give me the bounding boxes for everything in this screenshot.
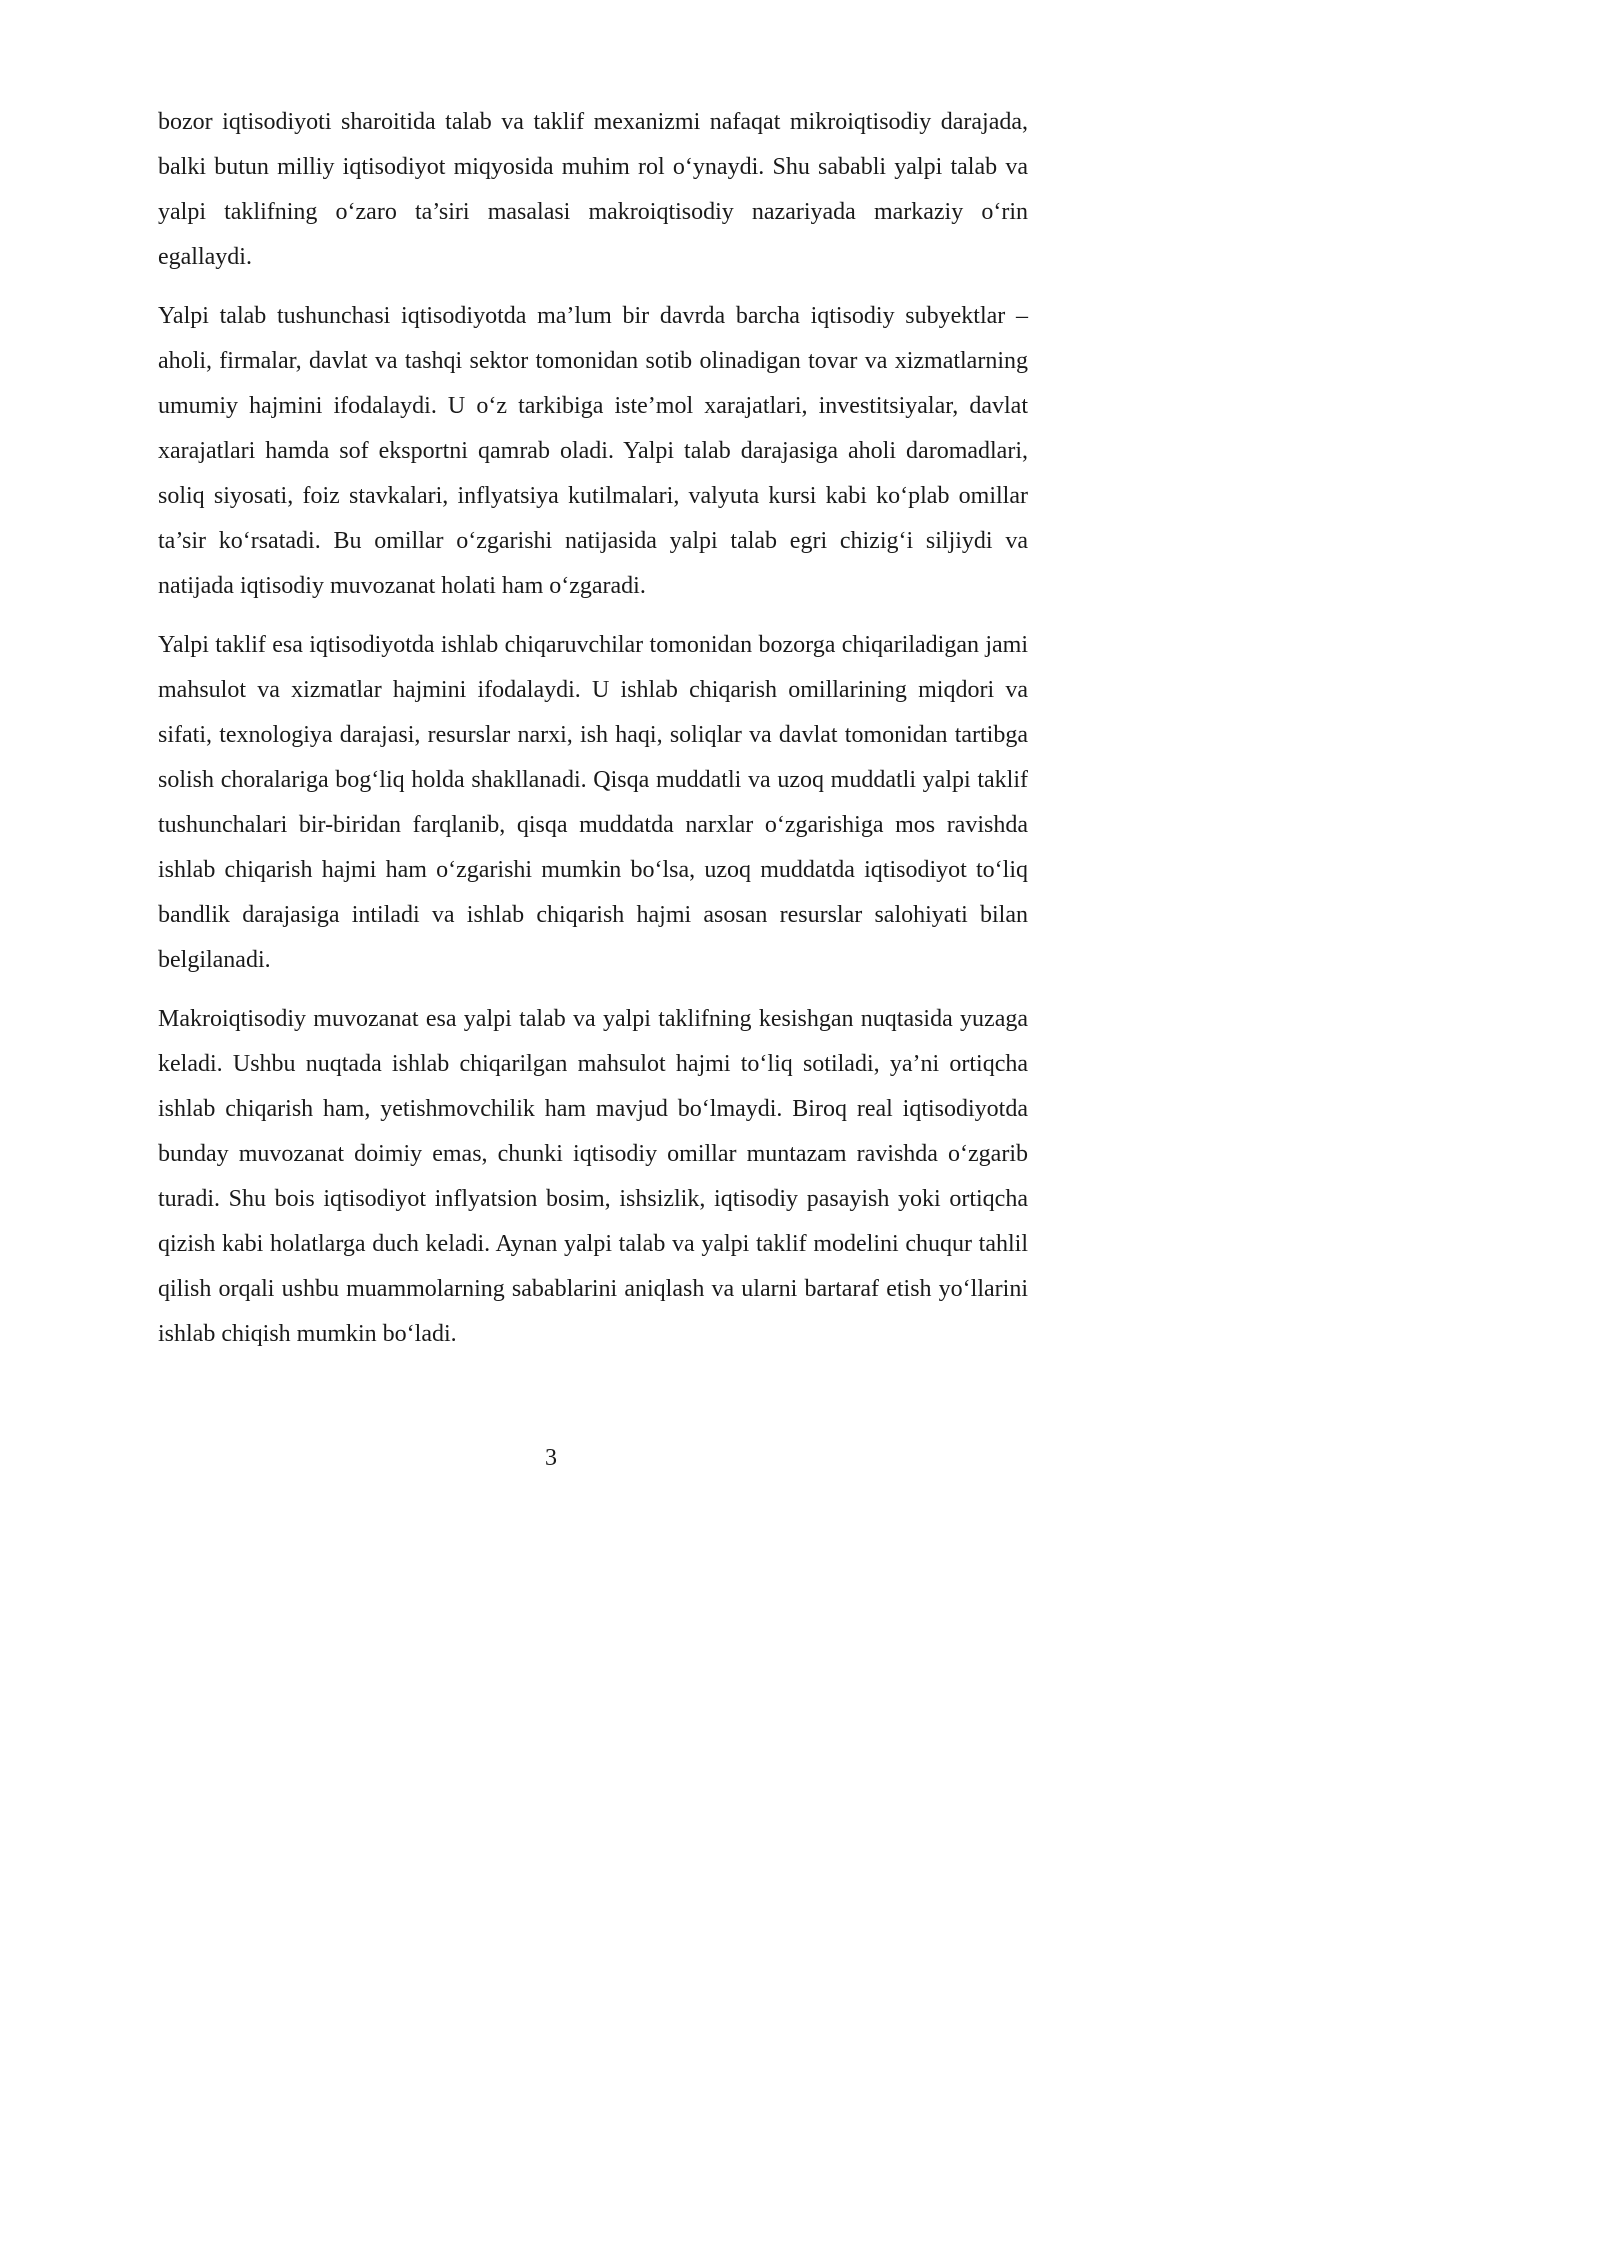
paragraph-1: bozor iqtisodiyoti sharoitida talab va taklif mexanizmi nafaqat mikroiqtisodiy darajada, balki butun milliy iqtisodiyot miqyosida muhim rol o‘ynaydi. Shu sababli yalpi talab va yalpi taklifning o‘zaro ta’siri masalasi makroiqtisodiy nazariyada markaziy o‘rin egallaydi.: [158, 109, 1028, 270]
document-page: [0, 0, 1102, 1562]
paragraph-3: Yalpi taklif esa iqtisodiyotda ishlab chiqaruvchilar tomonidan bozorga chiqariladigan jami mahsulot va xizmatlar hajmini ifodalaydi. U ishlab chiqarish omillarining miqdori va sifati, texnologiya darajasi, resurslar narxi, ish haqi, soliqlar va davlat tomonidan tartibga solish choralariga bog‘liq holda shakllanadi. Qisqa muddatli va uzoq muddatli yalpi taklif tushunchalari bir-biridan farqlanib, qisqa muddatda narxlar o‘zgarishiga mos ravishda ishlab chiqarish hajmi ham o‘zgarishi mumkin bo‘lsa, uzoq muddatda iqtisodiyot to‘liq bandlik darajasiga intiladi va ishlab chiqarish hajmi asosan resurslar salohiyati bilan belgilanadi.: [158, 632, 1028, 973]
paragraph-4: Makroiqtisodiy muvozanat esa yalpi talab va yalpi taklifning kesishgan nuqtasida yuzaga keladi. Ushbu nuqtada ishlab chiqarilgan mahsulot hajmi to‘liq sotiladi, ya’ni ortiqcha ishlab chiqarish ham, yetishmovchilik ham mavjud bo‘lmaydi. Biroq real iqtisodiyotda bunday muvozanat doimiy emas, chunki iqtisodiy omillar muntazam ravishda o‘zgarib turadi. Shu bois iqtisodiyot inflyatsion bosim, ishsizlik, iqtisodiy pasayish yoki ortiqcha qizish kabi holatlarga duch keladi. Aynan yalpi talab va yalpi taklif modelini chuqur tahlil qilish orqali ushbu muammolarning sabablarini aniqlash va ularni bartaraf etish yo‘llarini ishlab chiqish mumkin bo‘ladi.: [158, 1006, 1028, 1347]
paragraph-2: Yalpi talab tushunchasi iqtisodiyotda ma’lum bir davrda barcha iqtisodiy subyektlar – aholi, firmalar, davlat va tashqi sektor tomonidan sotib olinadigan tovar va xizmatlarning umumiy hajmini ifodalaydi. U o‘z tarkibiga iste’mol xarajatlari, investitsiyalar, davlat xarajatlari hamda sof eksportni qamrab oladi. Yalpi talab darajasiga aholi daromadlari, soliq siyosati, foiz stavkalari, inflyatsiya kutilmalari, valyuta kursi kabi ko‘plab omillar ta’sir ko‘rsatadi. Bu omillar o‘zgarishi natijasida yalpi talab egri chizig‘i siljiydi va natijada iqtisodiy muvozanat holati ham o‘zgaradi.: [158, 303, 1028, 599]
page-body: [158, 100, 1028, 1371]
page-number: 3: [545, 1445, 557, 1471]
